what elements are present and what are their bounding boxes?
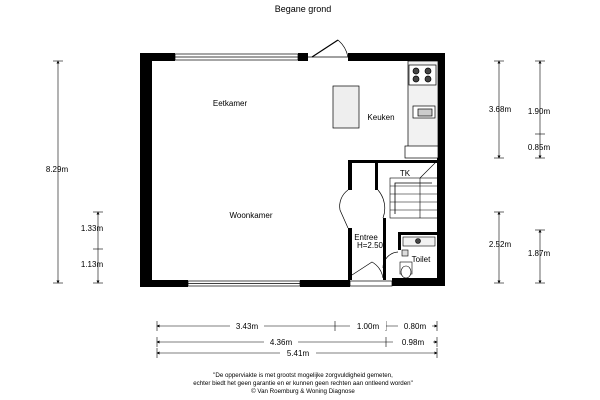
dim-right-sub2: 0.85m <box>527 143 551 152</box>
disclaimer-line2: echter biedt het geen garantie en er kunnen geen rechten aan ontleend worden" <box>193 380 413 387</box>
room-entree: Entree <box>354 233 378 242</box>
windows <box>175 54 395 286</box>
room-woonkamer: Woonkamer <box>229 211 273 220</box>
dim-left-total: 8.29m <box>45 165 69 174</box>
dim-row1-c: 0.80m <box>403 322 427 331</box>
room-tk: TK <box>399 169 411 178</box>
dim-right-bottom-sub: 1.87m <box>527 249 551 258</box>
room-eetkamer: Eetkamer <box>212 99 248 108</box>
room-toilet: Toilet <box>411 255 431 264</box>
kitchen-fittings <box>333 61 438 158</box>
dim-right-sub1: 1.90m <box>527 107 551 116</box>
toilet-icon <box>401 266 411 278</box>
dim-left-upper: 1.33m <box>80 224 104 233</box>
dim-left-lower: 1.13m <box>80 260 104 269</box>
dim-row1-b: 1.00m <box>356 322 380 331</box>
dim-row1-a: 3.43m <box>235 322 259 331</box>
staircase <box>390 160 438 218</box>
stove-icon <box>409 65 436 85</box>
disclaimer-line3: © Van Roemburg & Woning Diagnose <box>251 388 355 395</box>
dim-right-top: 3.68m <box>488 105 512 114</box>
room-keuken: Keuken <box>367 113 395 122</box>
dim-row2-a: 4.36m <box>269 338 293 347</box>
dim-row3: 5.41m <box>286 349 310 358</box>
disclaimer-line1: "De opperviakte is met grootst mogelijke zorgvuldigheid gemeten, <box>213 372 393 379</box>
room-entree-height: H=2.50 <box>356 241 384 250</box>
plan-title: Begane grond <box>274 4 332 14</box>
kitchen-island <box>333 86 359 128</box>
dim-row2-b: 0.98m <box>401 338 425 347</box>
dim-right-bottom: 2.52m <box>488 240 512 249</box>
garden-door <box>308 40 348 57</box>
